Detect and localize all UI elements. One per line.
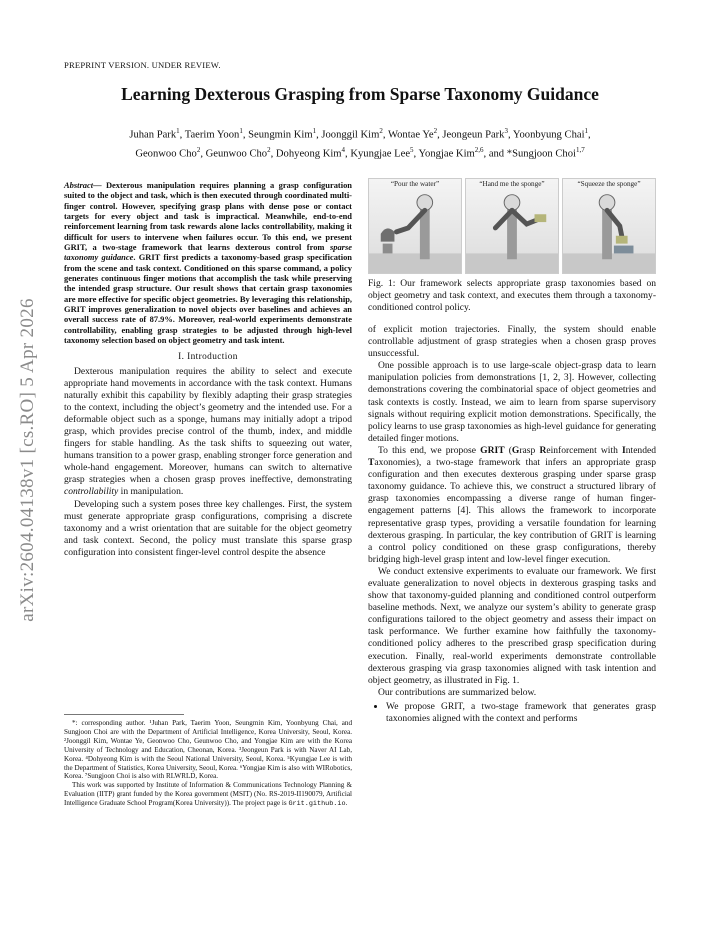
figure-panel-pour [368, 178, 462, 274]
footnote-rule [64, 714, 184, 715]
author-affiliation-mark: 5 [410, 145, 414, 154]
author-name: Geonwoo Cho [135, 148, 197, 160]
panel-label: “Squeeze the sponge” [577, 180, 641, 188]
author-affiliation-mark: 2 [379, 127, 383, 135]
author-name: Joonggil Kim [321, 129, 380, 141]
contributions-list [368, 701, 656, 725]
panel-label: “Pour the water” [390, 180, 440, 188]
author-affiliation-mark: 4 [341, 145, 346, 154]
right-column [368, 178, 656, 725]
p4-e: ntended [625, 444, 656, 456]
p4-b: ( [504, 444, 512, 456]
p4-f: axonomies), a two-stage framework that infers an appropriate grasp configuration and then executes dexterous grasping under sparse grasp taxonomy guidance. To achieve this, we construct a structured library of grasp taxonomies encompassing a diverse range of human finger-engagement patterns [4]. This allows the framework to incorporate representative grasp types, providing a versatile foundation for learning dexterous grasping. In particular, the key contribution of GRIT is learning a control policy conditioned on these grasp configurations, thereby bridging high-level grasp intent and low-level finger execution. [368, 457, 656, 565]
intro-p1-emphasis: controllability [64, 486, 119, 498]
p4-c: rasp [519, 444, 540, 456]
p4-d: einforcement with [546, 444, 623, 456]
author-name: Yoonbyung Chai [512, 129, 585, 141]
author-name: Seungmin Kim [248, 129, 313, 141]
author-affiliation-mark: 1,7 [575, 145, 585, 154]
introduction-body [64, 366, 352, 560]
abstract-lead: Abstract [64, 180, 94, 190]
author-name: Geunwoo Cho [205, 148, 268, 160]
author-affiliation-mark: 1 [239, 127, 243, 135]
author-list [60, 124, 660, 161]
author-name: Taerim Yoon [184, 129, 240, 141]
arxiv-identifier [8, 230, 48, 690]
intro-paragraph-5: We conduct extensive experiments to evaluate our framework. We first evaluate generalization to novel objects in dexterous grasping tasks and show that taxonomy-guided planning and conditioned control outperform baseline methods. Next, we analyze our system’s ability to generate grasp configurations tailored to the object geometry and assess their impact on task performance. We further examine how faithfully the taxonomy-conditioned policy adheres to the prescribed grasp specification during execution. Finally, real-world experiments demonstrate controllable dexterous grasping via grasp taxonomies aligned with task intention and object geometry, as illustrated in Fig. 1. [368, 565, 656, 686]
project-page-link[interactable]: Grit.github.io [288, 800, 346, 809]
author-name: Dohyeong Kim [275, 148, 342, 160]
arxiv-identifier-text: arXiv:2604.04138v1 [cs.RO] 5 Apr 2026 [17, 298, 38, 622]
section-heading-introduction: I. Introduction [178, 351, 238, 362]
p4-a: To this end, we propose [378, 444, 481, 456]
author-affiliation-mark: 1 [176, 127, 180, 135]
paper-title: Learning Dexterous Grasping from Sparse Taxonomy Guidance [121, 84, 599, 104]
panel-label: “Hand me the sponge” [479, 180, 545, 188]
footnotes [64, 714, 352, 809]
acronym-i: I [622, 444, 626, 456]
abstract-text-b: . GRIT first predicts a taxonomy-based grasp specification from the scene and task context. Conditioned on this sparse command, a policy generates continuous finger motions that accomplish the task while preserving the intended grasp structure. Our result shows that certain grasp taxonomies are more effective for specific object geometries. By leveraging this relationship, GRIT improves generalization to novel objects over baselines and achieves an overall success rate of 87.9%. Moreover, real-world experiments demonstrate controllability, enabling grasp strategies to be adjusted through high-level taxonomy selection based on object geometry and task intent. [64, 252, 352, 346]
grit-name: GRIT [480, 444, 505, 456]
author-name: Yongjae Kim [418, 148, 475, 160]
author-name: Kyungjae Lee [350, 148, 411, 160]
left-column [64, 180, 352, 559]
intro-paragraph-continued: of explicit motion trajectories. Finally, the system should enable controllable adjustment of grasp strategies when a chosen grasp proves unsuccessful. [368, 324, 656, 360]
footnote-funding [64, 781, 352, 809]
abstract-text-a: Dexterous manipulation requires planning a grasp configuration suited to the object and task, which is then executed through coordinated multi-finger control. However, specifying grasp plans with dense pose or contact targets for every object and task is impractical. Meanwhile, end-to-end reinforcement learning from task rewards alone lacks controllability, making it difficult for users to intervene when failures occur. To this end, we present GRIT, a two-stage framework that learns dexterous control from [64, 180, 352, 253]
author-name: Jeongeun Park [442, 129, 505, 141]
author-line-2: Geonwoo Cho$^2$, Geunwoo Cho$^2$, Dohyeong Kim$^4$, Kyungjae Lee$^5$, Yongjae Kim$^{2,6}$, and *Sungjoon Choi$^{1,7}$ [135, 145, 585, 160]
intro-p1-end: in manipulation. [118, 486, 184, 498]
acronym-r: R [539, 444, 547, 456]
figure-1-caption: Fig. 1: Our framework selects appropriate grasp taxonomies based on object geometry and task context, and executes them through a taxonomy-conditioned control policy. [368, 278, 656, 313]
acronym-t: T [368, 457, 375, 469]
abstract-emphasis: sparse taxonomy guidance [64, 242, 352, 263]
author-name: Juhan Park [129, 129, 177, 141]
intro-paragraph-1 [64, 366, 352, 499]
introduction-body-continued [368, 324, 656, 725]
intro-paragraph-6: Our contributions are summarized below. [378, 686, 537, 698]
footnote-funding-end: . [345, 799, 348, 808]
author-line-1: Juhan Park$^1$, Taerim Yoon$^1$, Seungmin Kim$^1$, Joonggil Kim$^2$, Wontae Ye$^2$, Jeongeun Park$^3$, Yoonbyung Chai$^1$, [129, 127, 591, 141]
abstract-dash: — [93, 180, 102, 190]
author-name: *Sungjoon Choi [506, 148, 576, 160]
author-affiliation-mark: 2 [433, 127, 438, 135]
robot-handover-image [466, 179, 558, 273]
footnote-affiliations: *: corresponding author. ¹Juhan Park, Taerim Yoon, Seungmin Kim, Yoonbyung Chai, and Sungjoon Choi are with the Department of Artificial Intelligence, Korea University, Seoul, Korea. ²Joonggil Kim, Wontae Ye, Geonwoo Cho, Geunwoo Cho, and Yongjae Kim are with the Korea University of Technology and Education, Cheonan, Korea. ³Jeongeun Park is with Naver AI Lab, Korea. ⁴Dohyeong Kim is with the Seoul National University, Seoul, Korea. ⁵Kyungjae Lee is with the Department of Statistics, Korea University, Seoul, Korea. ⁶Yongjae Kim is also with WIRobotics, Korea. ⁷Sungjoon Choi is also with RLWRLD, Korea. [64, 719, 352, 781]
author-affiliation-mark: 2 [196, 145, 201, 154]
acronym-g: G [511, 444, 520, 456]
robot-pour-image [369, 179, 461, 273]
figure-panel-hand-sponge [465, 178, 559, 274]
author-affiliation-mark: 1 [584, 127, 589, 135]
contribution-item: • We propose GRIT, a two-stage framework that generates grasp taxonomies aligned with the context and performs [386, 701, 656, 725]
intro-paragraph-3: One possible approach is to use large-scale object-grasp data to learn manipulation policies from demonstrations [1, 2, 3]. However, collecting demonstrations covering the combinatorial space of object geometries and task contexts is costly. Instead, we aim to learn from sparse supervisory signals without requiring explicit motion demonstrations. Specifically, the policy learns to use grasp taxonomies as high-level guidance for generating detailed finger motions. [368, 360, 656, 444]
figure-panel-squeeze [562, 178, 656, 274]
footnote-funding-text: This work was supported by Institute of Information & Communications Technology Planning & Evaluation (IITP) grant funded by the Korea government (MSIT) (No. RS-2019-II190079, Artificial Intelligence Graduate School Program(Korea University)). The project page is [64, 781, 352, 808]
author-affiliation-mark: 2 [267, 145, 271, 154]
author-name: Wontae Ye [387, 129, 434, 141]
author-affiliation-mark: 3 [504, 127, 508, 135]
intro-paragraph-2: Developing such a system poses three key challenges. First, the system must generate appropriate grasp configurations, comprising a discrete taxonomy and a wrist orientation that are suitable for the object geometry and task context. Second, the policy must translate this sparse grasp configuration into consistent finger-level control despite the absence [64, 498, 352, 558]
author-affiliation-mark: 2,6 [474, 145, 484, 154]
author-affiliation-mark: 1 [312, 127, 317, 135]
abstract [64, 180, 352, 346]
figure-1 [368, 178, 656, 274]
intro-p1-text: Dexterous manipulation requires the ability to select and execute appropriate hand movements in accordance with the task context. Humans naturally exhibit this capability by flexibly adapting their grasp strategies to the context, including the object’s geometry and the intended use. For a deformable object such as a sponge, humans may initially adopt a tripod grasp, which provides precise control of the thumb, index, and middle fingers for stable handling. As the task shifts to squeezing out water, humans transition to a power grasp, enabling stronger force generation and whole-hand engagement. Moreover, humans can switch to alternative grasp strategies when a chosen grasp proves ineffective, demonstrating [64, 365, 352, 486]
robot-squeeze-image [563, 179, 655, 273]
running-head: PREPRINT VERSION. UNDER REVIEW. [64, 60, 221, 70]
intro-paragraph-4 [368, 445, 656, 566]
